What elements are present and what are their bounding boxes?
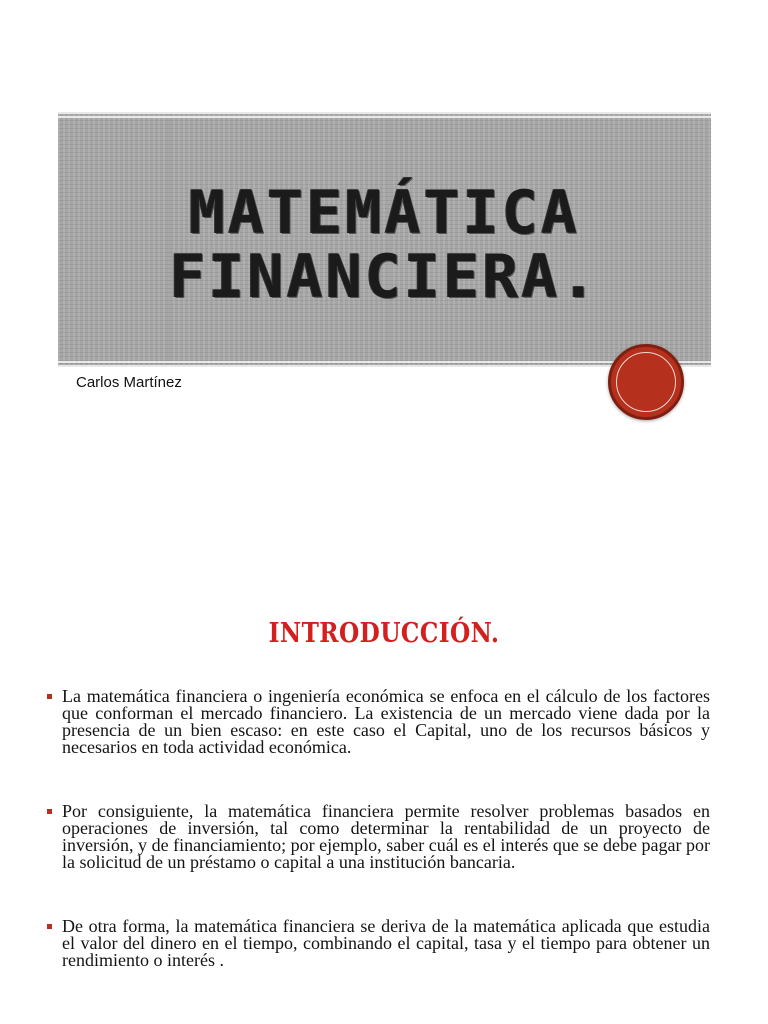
bullet-item: La matemática financiera o ingeniería económica se enfoca en el cálculo de los factores que conforman el mercado financiero. La existencia de un mercado viene dada por la presencia de un bien escaso: en este caso el Capital, uno de los recursos básicos y necesarios en toda actividad económica. [44, 688, 710, 756]
title-line-2: FINANCIERA. [169, 242, 600, 312]
bullet-item: De otra forma, la matemática financiera se deriva de la matemática aplicada que estudia el valor del dinero en el tiempo, combinando el capital, tasa y el tiempo para obtener un rendimiento o interés . [44, 918, 710, 969]
bullet-item: Por consiguiente, la matemática financiera permite resolver problemas basados en operaciones de inversión, tal como determinar la rentabilidad de un proyecto de inversión, y de financiamiento; por ejemplo, saber cuál es el interés que se debe pagar por la solicitud de un préstamo o capital a una institución bancaria. [44, 803, 710, 871]
title-banner [58, 112, 711, 367]
author-name: Carlos Martínez [76, 374, 182, 391]
decorative-circle-icon [608, 344, 684, 420]
intro-heading: INTRODUCCIÓN. [268, 618, 500, 649]
title-line-1: MATEMÁTICA [188, 178, 581, 248]
intro-bullet-list [44, 688, 710, 1016]
intro-slide [0, 600, 768, 1024]
